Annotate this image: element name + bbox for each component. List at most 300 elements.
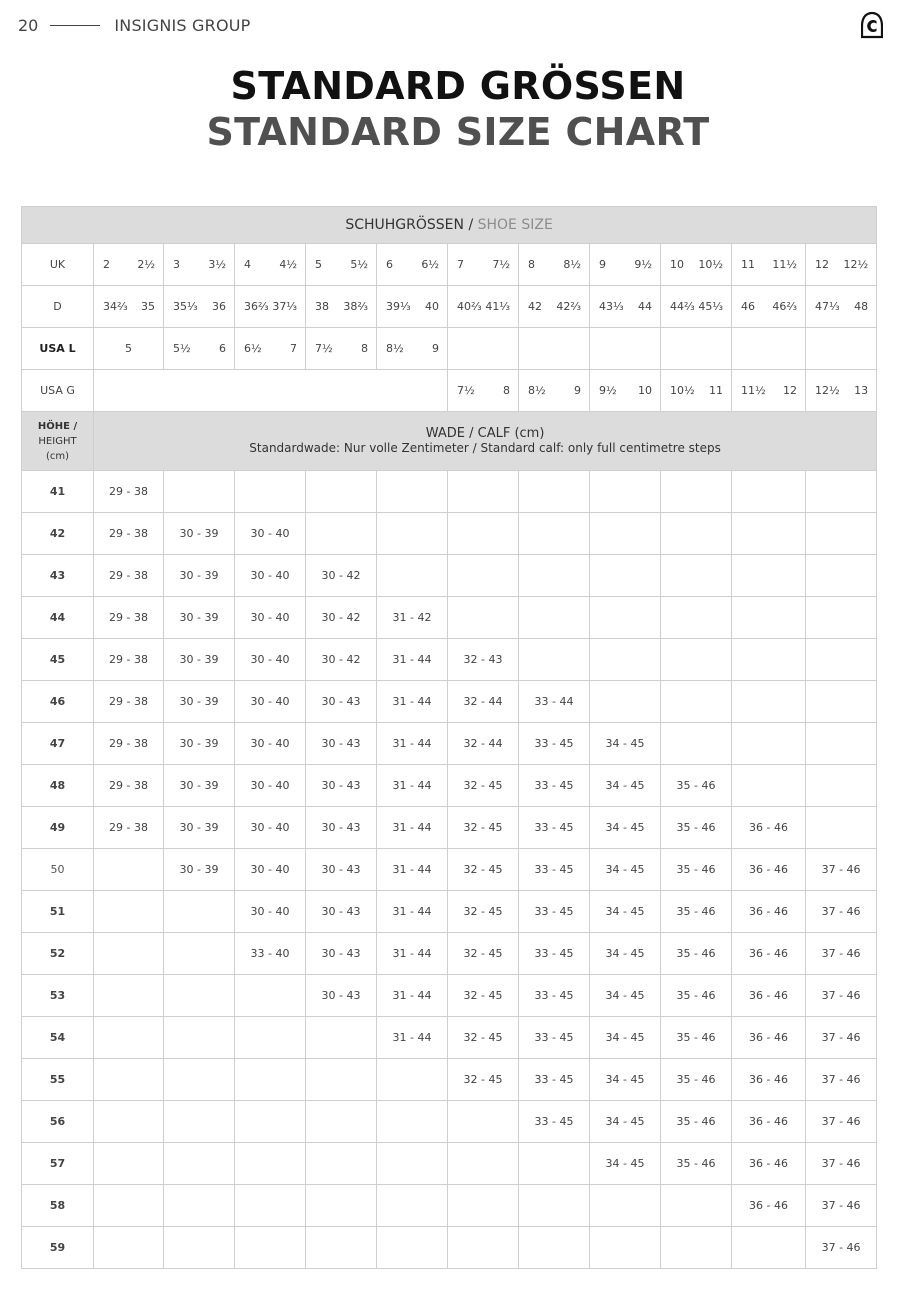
size-value: 38 [315, 300, 329, 313]
size-pair [377, 258, 447, 271]
size-value: 11 [741, 258, 755, 271]
size-value: 3½ [208, 258, 226, 271]
calf-range-cell: 36 - 46 [732, 807, 806, 849]
height-value: 48 [22, 765, 94, 807]
calf-range-cell [806, 807, 877, 849]
calf-range-cell [94, 933, 164, 975]
brand-name: INSIGNIS GROUP [114, 15, 251, 35]
size-value: 3 [173, 258, 180, 271]
calf-range-cell: 35 - 46 [661, 849, 732, 891]
calf-range-cell: 31 - 44 [377, 639, 448, 681]
horseshoe-c-logo-icon [861, 11, 883, 39]
size-pair [448, 300, 518, 313]
height-row [22, 513, 877, 555]
uk-size-cell [377, 244, 448, 286]
calf-range-cell: 32 - 44 [448, 681, 519, 723]
calf-range-cell [661, 1185, 732, 1227]
calf-range-cell [590, 639, 661, 681]
calf-range-cell: 30 - 39 [164, 639, 235, 681]
usa-g-size-cell [732, 370, 806, 412]
size-value: 7½ [492, 258, 510, 271]
calf-range-cell [732, 471, 806, 513]
size-value: 5½ [350, 258, 368, 271]
calf-range-cell [94, 891, 164, 933]
calf-range-cell: 35 - 46 [661, 1059, 732, 1101]
calf-range-cell: 30 - 39 [164, 597, 235, 639]
height-row [22, 597, 877, 639]
height-value: 59 [22, 1227, 94, 1269]
calf-range-cell: 30 - 40 [235, 639, 306, 681]
size-pair [448, 384, 518, 397]
size-pair [590, 300, 660, 313]
calf-range-cell: 31 - 44 [377, 765, 448, 807]
calf-range-cell [590, 1185, 661, 1227]
calf-range-cell [164, 1017, 235, 1059]
size-value: 35 [141, 300, 155, 313]
calf-range-cell: 30 - 39 [164, 513, 235, 555]
usa-l-size-cell [164, 328, 235, 370]
calf-range-cell: 29 - 38 [94, 639, 164, 681]
calf-range-cell [806, 471, 877, 513]
height-value: 50 [22, 849, 94, 891]
calf-range-cell [661, 639, 732, 681]
calf-range-cell: 31 - 42 [377, 597, 448, 639]
size-value: 8½ [563, 258, 581, 271]
calf-range-cell [164, 471, 235, 513]
size-value: 4½ [279, 258, 297, 271]
height-value: 42 [22, 513, 94, 555]
calf-range-cell [448, 555, 519, 597]
height-value: 51 [22, 891, 94, 933]
size-pair [732, 384, 805, 397]
calf-range-cell [164, 1143, 235, 1185]
d-label: D [22, 286, 94, 328]
calf-range-cell: 32 - 45 [448, 1017, 519, 1059]
calf-range-cell: 35 - 46 [661, 765, 732, 807]
calf-range-cell [306, 1017, 377, 1059]
calf-range-cell [448, 597, 519, 639]
calf-range-cell: 30 - 40 [235, 513, 306, 555]
calf-range-cell: 33 - 45 [519, 849, 590, 891]
size-value: 42 [528, 300, 542, 313]
height-value: 58 [22, 1185, 94, 1227]
size-value: 46⅔ [772, 300, 797, 313]
size-pair [94, 258, 163, 271]
calf-range-cell [235, 1059, 306, 1101]
size-pair [306, 258, 376, 271]
calf-range-cell [732, 597, 806, 639]
calf-range-cell [164, 1227, 235, 1269]
calf-range-cell [94, 1101, 164, 1143]
height-value: 43 [22, 555, 94, 597]
calf-range-cell: 35 - 46 [661, 975, 732, 1017]
calf-range-cell [661, 681, 732, 723]
calf-range-cell [519, 513, 590, 555]
shoe-size-header [22, 207, 877, 244]
usa-g-size-cell [806, 370, 877, 412]
usa-g-empty-cell [94, 370, 448, 412]
calf-range-cell [732, 1227, 806, 1269]
calf-range-cell [377, 1101, 448, 1143]
size-value: 46 [741, 300, 755, 313]
calf-range-cell: 32 - 45 [448, 975, 519, 1017]
calf-range-cell: 33 - 45 [519, 765, 590, 807]
calf-range-cell [306, 1059, 377, 1101]
size-value: 9 [574, 384, 581, 397]
usa-l-size-cell [806, 328, 877, 370]
calf-range-cell: 30 - 39 [164, 723, 235, 765]
calf-range-cell: 33 - 45 [519, 891, 590, 933]
calf-range-cell: 29 - 38 [94, 723, 164, 765]
d-size-cell [806, 286, 877, 328]
calf-range-cell [661, 723, 732, 765]
calf-range-cell: 37 - 46 [806, 1227, 877, 1269]
calf-range-cell: 32 - 45 [448, 849, 519, 891]
calf-range-cell [377, 555, 448, 597]
d-size-cell [377, 286, 448, 328]
usa-l-size-cell [732, 328, 806, 370]
height-row [22, 933, 877, 975]
size-value: 40⅔ [457, 300, 482, 313]
size-value: 8½ [386, 342, 404, 355]
calf-range-cell [732, 765, 806, 807]
calf-range-cell: 30 - 43 [306, 975, 377, 1017]
usa-g-size-cell [519, 370, 590, 412]
height-value: 57 [22, 1143, 94, 1185]
uk-size-cell [519, 244, 590, 286]
calf-range-cell: 35 - 46 [661, 933, 732, 975]
size-value: 45⅓ [698, 300, 723, 313]
calf-range-cell: 32 - 45 [448, 933, 519, 975]
height-row [22, 1059, 877, 1101]
size-value: 35⅓ [173, 300, 198, 313]
height-row [22, 681, 877, 723]
shoe-size-header-en: SHOE SIZE [477, 217, 553, 233]
page-header [18, 13, 251, 37]
calf-range-cell: 31 - 44 [377, 681, 448, 723]
size-value: 34⅔ [103, 300, 128, 313]
calf-range-cell: 37 - 46 [806, 1143, 877, 1185]
calf-range-cell [164, 933, 235, 975]
calf-subtitle: Standardwade: Nur volle Zentimeter / Standard calf: only full centimetre steps [249, 441, 721, 455]
usa-l-size-cell [519, 328, 590, 370]
height-row [22, 807, 877, 849]
calf-range-cell [590, 597, 661, 639]
size-value: 44⅔ [670, 300, 695, 313]
calf-range-cell: 33 - 45 [519, 975, 590, 1017]
calf-range-cell: 37 - 46 [806, 891, 877, 933]
calf-range-cell: 31 - 44 [377, 1017, 448, 1059]
calf-range-cell: 30 - 40 [235, 849, 306, 891]
d-size-row [22, 286, 877, 328]
size-value: 9 [599, 258, 606, 271]
calf-range-cell [94, 849, 164, 891]
size-value: 2 [103, 258, 110, 271]
calf-range-cell [661, 555, 732, 597]
calf-range-cell [732, 681, 806, 723]
size-value: 41⅓ [485, 300, 510, 313]
size-pair [377, 300, 447, 313]
calf-range-cell: 34 - 45 [590, 975, 661, 1017]
size-pair [235, 300, 305, 313]
calf-range-cell [806, 639, 877, 681]
height-row [22, 1017, 877, 1059]
height-row [22, 1227, 877, 1269]
calf-range-cell: 31 - 44 [377, 891, 448, 933]
size-pair [448, 258, 518, 271]
size-value: 38⅔ [343, 300, 368, 313]
height-label-en: HEIGHT [38, 435, 77, 447]
calf-range-cell: 30 - 43 [306, 765, 377, 807]
uk-size-cell [94, 244, 164, 286]
calf-range-cell [806, 723, 877, 765]
size-value: 39⅓ [386, 300, 411, 313]
usa-l-size-cell [94, 328, 164, 370]
size-value: 6½ [244, 342, 262, 355]
height-row [22, 1143, 877, 1185]
calf-range-cell: 30 - 43 [306, 807, 377, 849]
header-divider [50, 25, 100, 26]
calf-range-cell [806, 513, 877, 555]
calf-range-cell [448, 1101, 519, 1143]
calf-range-cell [590, 513, 661, 555]
calf-range-cell [732, 555, 806, 597]
calf-range-cell: 32 - 44 [448, 723, 519, 765]
height-value: 49 [22, 807, 94, 849]
calf-range-cell: 31 - 44 [377, 807, 448, 849]
height-row [22, 555, 877, 597]
size-value: 47⅓ [815, 300, 840, 313]
calf-range-cell: 36 - 46 [732, 1185, 806, 1227]
size-value: 44 [638, 300, 652, 313]
size-value: 5½ [173, 342, 191, 355]
calf-range-cell: 37 - 46 [806, 1017, 877, 1059]
size-value: 8 [528, 258, 535, 271]
size-value: 10 [670, 258, 684, 271]
usa-l-size-row [22, 328, 877, 370]
size-value: 7½ [315, 342, 333, 355]
height-value: 54 [22, 1017, 94, 1059]
calf-range-cell: 33 - 40 [235, 933, 306, 975]
calf-range-cell: 36 - 46 [732, 891, 806, 933]
calf-range-cell [519, 555, 590, 597]
height-row [22, 849, 877, 891]
uk-size-cell [590, 244, 661, 286]
height-row [22, 1185, 877, 1227]
calf-range-cell: 37 - 46 [806, 849, 877, 891]
size-value: 43⅓ [599, 300, 624, 313]
size-value: 9½ [634, 258, 652, 271]
size-value: 42⅔ [556, 300, 581, 313]
calf-range-cell: 34 - 45 [590, 1059, 661, 1101]
size-value: 11 [709, 384, 723, 397]
calf-range-cell [306, 1101, 377, 1143]
calf-range-cell [519, 471, 590, 513]
calf-range-cell [732, 639, 806, 681]
size-pair [164, 300, 234, 313]
usa-l-size-cell [306, 328, 377, 370]
calf-range-cell [235, 1185, 306, 1227]
size-pair [590, 258, 660, 271]
calf-range-cell [94, 1227, 164, 1269]
size-value: 6 [219, 342, 226, 355]
title-german: STANDARD GRÖSSEN [230, 64, 686, 108]
size-value: 11½ [772, 258, 797, 271]
height-label-de: HÖHE / [37, 420, 78, 432]
size-value: 36⅔ [244, 300, 269, 313]
calf-range-cell [448, 471, 519, 513]
calf-range-cell [806, 681, 877, 723]
calf-range-cell: 34 - 45 [590, 891, 661, 933]
uk-size-cell [806, 244, 877, 286]
calf-range-cell: 29 - 38 [94, 597, 164, 639]
calf-range-cell [377, 1143, 448, 1185]
calf-range-cell: 30 - 39 [164, 681, 235, 723]
calf-title: WADE / CALF (cm) [425, 426, 545, 441]
calf-range-cell: 34 - 45 [590, 765, 661, 807]
calf-range-cell [377, 1185, 448, 1227]
calf-range-cell [306, 471, 377, 513]
calf-range-cell [94, 1185, 164, 1227]
size-value: 5 [315, 258, 322, 271]
uk-size-cell [235, 244, 306, 286]
size-pair [661, 300, 731, 313]
calf-range-cell: 32 - 45 [448, 765, 519, 807]
size-pair [377, 342, 447, 355]
height-row [22, 891, 877, 933]
height-row [22, 765, 877, 807]
calf-range-cell: 30 - 40 [235, 681, 306, 723]
calf-range-cell: 37 - 46 [806, 933, 877, 975]
height-label-unit: (cm) [45, 450, 70, 462]
d-size-cell [306, 286, 377, 328]
calf-range-cell: 30 - 39 [164, 555, 235, 597]
calf-range-cell: 33 - 44 [519, 681, 590, 723]
calf-range-cell: 32 - 45 [448, 1059, 519, 1101]
calf-range-cell [806, 555, 877, 597]
title-english: STANDARD SIZE CHART [206, 110, 710, 154]
calf-range-cell [377, 471, 448, 513]
size-value: 12 [815, 258, 829, 271]
calf-range-cell: 30 - 43 [306, 933, 377, 975]
calf-range-cell [661, 471, 732, 513]
calf-range-cell: 37 - 46 [806, 1185, 877, 1227]
d-size-cell [661, 286, 732, 328]
calf-range-cell: 30 - 40 [235, 891, 306, 933]
size-value: 5 [125, 342, 132, 355]
calf-range-cell: 32 - 43 [448, 639, 519, 681]
size-pair [306, 300, 376, 313]
size-value: 12½ [843, 258, 869, 271]
calf-range-cell: 36 - 46 [732, 849, 806, 891]
calf-range-cell: 30 - 40 [235, 723, 306, 765]
calf-range-cell [519, 597, 590, 639]
calf-range-cell [448, 1185, 519, 1227]
calf-range-cell [661, 1227, 732, 1269]
size-value: 40 [425, 300, 439, 313]
size-value: 10 [638, 384, 652, 397]
calf-range-cell [519, 1185, 590, 1227]
calf-range-cell: 35 - 46 [661, 1101, 732, 1143]
calf-range-cell: 30 - 43 [306, 849, 377, 891]
size-pair [732, 300, 805, 313]
size-value: 36 [212, 300, 226, 313]
size-value: 8½ [528, 384, 546, 397]
calf-range-cell [164, 975, 235, 1017]
calf-range-cell: 30 - 43 [306, 681, 377, 723]
calf-range-cell: 31 - 44 [377, 849, 448, 891]
calf-range-cell: 30 - 39 [164, 807, 235, 849]
calf-range-cell [94, 1143, 164, 1185]
d-size-cell [732, 286, 806, 328]
size-pair [235, 258, 305, 271]
height-value: 55 [22, 1059, 94, 1101]
size-value: 10½ [698, 258, 723, 271]
calf-range-cell [235, 1017, 306, 1059]
size-value: 7 [290, 342, 297, 355]
calf-range-cell [94, 1017, 164, 1059]
usa-g-size-cell [590, 370, 661, 412]
height-value: 52 [22, 933, 94, 975]
calf-range-cell: 29 - 38 [94, 471, 164, 513]
calf-range-cell: 30 - 39 [164, 849, 235, 891]
size-pair [94, 342, 163, 355]
calf-range-cell: 33 - 45 [519, 933, 590, 975]
height-header-cell [22, 412, 94, 471]
calf-range-cell: 34 - 45 [590, 1143, 661, 1185]
height-value: 44 [22, 597, 94, 639]
usa-l-size-cell [448, 328, 519, 370]
calf-range-cell: 34 - 45 [590, 723, 661, 765]
calf-range-cell [164, 1101, 235, 1143]
height-value: 56 [22, 1101, 94, 1143]
calf-range-cell [235, 1143, 306, 1185]
uk-size-cell [661, 244, 732, 286]
calf-range-cell: 34 - 45 [590, 933, 661, 975]
calf-range-cell [377, 1227, 448, 1269]
size-value: 6½ [421, 258, 439, 271]
calf-range-cell: 37 - 46 [806, 1101, 877, 1143]
usa-l-label: USA L [22, 328, 94, 370]
size-chart-table [21, 206, 877, 1269]
calf-range-cell [590, 555, 661, 597]
size-value: 37⅓ [272, 300, 297, 313]
uk-size-cell [164, 244, 235, 286]
size-pair [732, 258, 805, 271]
calf-range-cell: 29 - 38 [94, 807, 164, 849]
height-row [22, 1101, 877, 1143]
calf-range-cell [164, 1185, 235, 1227]
calf-range-cell [448, 1227, 519, 1269]
height-row [22, 471, 877, 513]
calf-range-cell [306, 1185, 377, 1227]
calf-range-cell [377, 1059, 448, 1101]
size-pair [235, 342, 305, 355]
calf-range-cell: 29 - 38 [94, 681, 164, 723]
calf-range-cell [306, 1227, 377, 1269]
calf-range-cell: 30 - 39 [164, 765, 235, 807]
calf-range-cell [235, 1101, 306, 1143]
size-pair [661, 384, 731, 397]
calf-range-cell [94, 1059, 164, 1101]
calf-range-cell: 37 - 46 [806, 975, 877, 1017]
calf-range-cell: 29 - 38 [94, 513, 164, 555]
size-pair [164, 258, 234, 271]
calf-range-cell: 36 - 46 [732, 1101, 806, 1143]
d-size-cell [235, 286, 306, 328]
size-value: 12½ [815, 384, 840, 397]
calf-range-cell [519, 639, 590, 681]
